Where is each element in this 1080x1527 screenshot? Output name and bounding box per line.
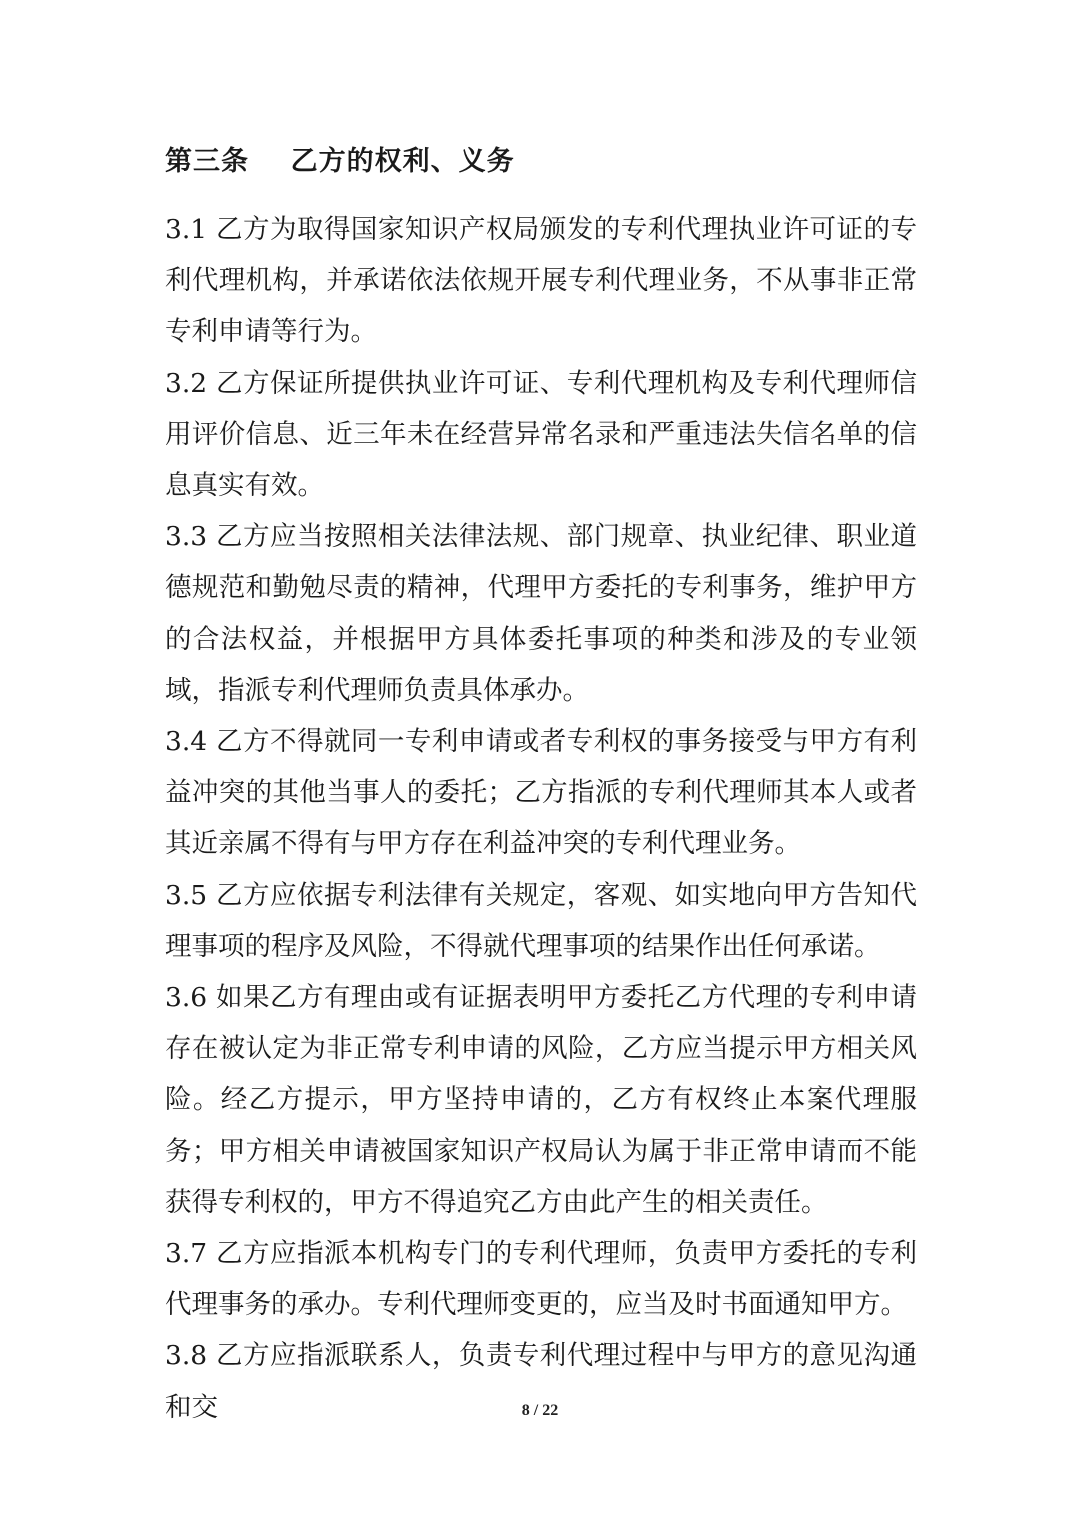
clause-3-7: 3.7 乙方应指派本机构专门的专利代理师，负责甲方委托的专利代理事务的承办。专利代理师变更的，应当及时书面通知甲方。 bbox=[165, 1238, 917, 1321]
clause-3-1: 3.1 乙方为取得国家知识产权局颁发的专利代理执业许可证的专利代理机构，并承诺依法依规开展专利代理业务，不从事非正常专利申请等行为。 bbox=[165, 214, 917, 348]
clause-3-3: 3.3 乙方应当按照相关法律法规、部门规章、执业纪律、职业道德规范和勤勉尽责的精神，代理甲方委托的专利事务，维护甲方的合法权益，并根据甲方具体委托事项的种类和涉及的专业领域，指派专利代理师负责具体承办。 bbox=[165, 521, 917, 706]
clause-3-2: 3.2 乙方保证所提供执业许可证、专利代理机构及专利代理师信用评价信息、近三年未在经营异常名录和严重违法失信名单的信息真实有效。 bbox=[165, 367, 917, 502]
clause-3-5: 3.5 乙方应依据专利法律有关规定，客观、如实地向甲方告知代理事项的程序及风险，不得就代理事项的结果作出任何承诺。 bbox=[165, 879, 917, 962]
article-body bbox=[165, 204, 917, 1433]
article-heading: 第三条 乙方的权利、义务 bbox=[165, 146, 515, 177]
clause-3-6: 3.6 如果乙方有理由或有证据表明甲方委托乙方代理的专利申请存在被认定为非正常专利申请的风险，乙方应当提示甲方相关风险。经乙方提示，甲方坚持申请的，乙方有权终止本案代理服务；甲方相关申请被国家知识产权局认为属于非正常申请而不能获得专利权的，甲方不得追究乙方由此产生的相关责任。 bbox=[165, 982, 917, 1218]
clause-3-4: 3.4 乙方不得就同一专利申请或者专利权的事务接受与甲方有利益冲突的其他当事人的委托；乙方指派的专利代理师其本人或者其近亲属不得有与甲方存在利益冲突的专利代理业务。 bbox=[165, 726, 917, 860]
clause-3-8: 3.8 乙方应指派联系人，负责专利代理过程中与甲方的意见沟通和交 bbox=[165, 1340, 917, 1423]
page-number: 8 / 22 bbox=[521, 1402, 559, 1419]
